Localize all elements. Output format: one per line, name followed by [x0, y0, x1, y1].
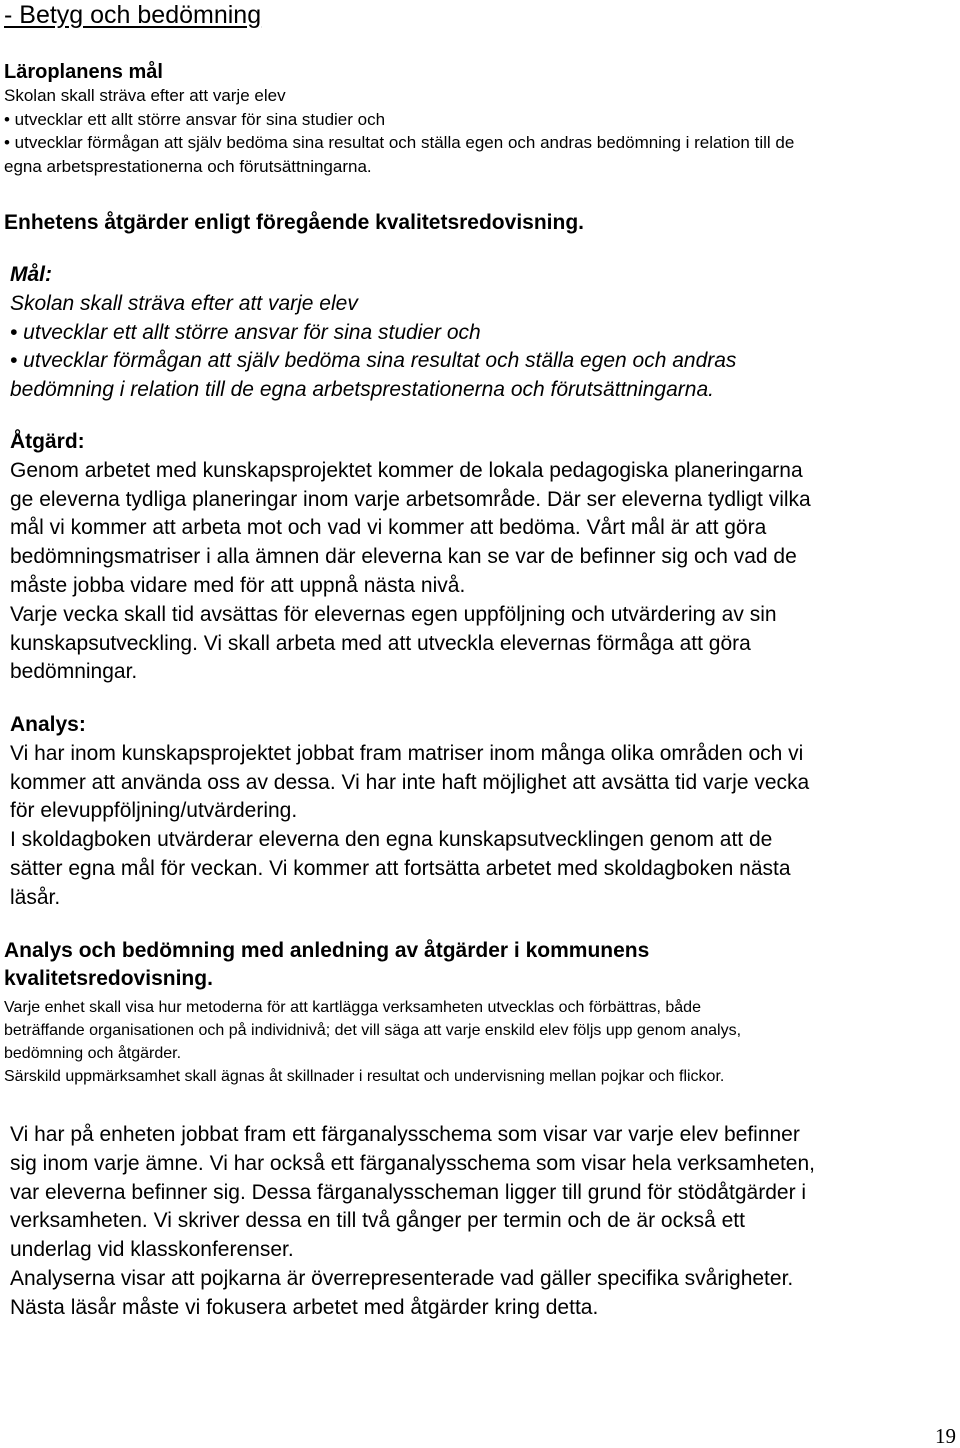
- laroplan-block: [4, 60, 956, 178]
- mal-line: • utvecklar förmågan att själv bedöma sina resultat och ställa egen och andras: [10, 349, 737, 373]
- kommun-heading-line: kvalitetsredovisning.: [4, 967, 213, 990]
- analys-line: kommer att använda oss av dessa. Vi har inte haft möjlighet att avsätta tid varje vecka: [10, 770, 810, 794]
- atgard-line: Varje vecka skall tid avsättas för elevernas egen uppföljning och utvärdering av sin: [10, 602, 777, 626]
- enhet-text-block: [10, 1121, 956, 1323]
- atgard-line: bedömningar.: [10, 660, 138, 684]
- atgard-line: Genom arbetet med kunskapsprojektet kommer de lokala pedagogiska planeringarna: [10, 458, 803, 482]
- analys-label: Analys:: [10, 713, 86, 736]
- kommun-block: [4, 996, 956, 1088]
- enhet-text-line: Nästa läsår måste vi fokusera arbetet med åtgärder kring detta.: [10, 1295, 599, 1319]
- page-number: 19: [935, 1424, 956, 1448]
- enhet-text-line: Analyserna visar att pojkarna är överrepresenterade vad gäller specifika svårigheter.: [10, 1266, 794, 1290]
- atgard-line: måste jobba vidare med för att uppnå nästa nivå.: [10, 573, 466, 597]
- kommun-heading: [4, 937, 956, 993]
- analys-line: läsår.: [10, 885, 61, 909]
- analys-block: [10, 711, 956, 913]
- section-title: [4, 0, 261, 30]
- kommun-line: bedömning och åtgärder.: [4, 1045, 182, 1062]
- enhet-text-line: underlag vid klasskonferenser.: [10, 1238, 294, 1262]
- laroplan-line: • utvecklar förmågan att själv bedöma sina resultat och ställa egen och andras bedömning i relation till de: [4, 133, 795, 152]
- mal-line: Skolan skall sträva efter att varje elev: [10, 291, 358, 315]
- analys-line: Vi har inom kunskapsprojektet jobbat fram matriser inom många olika områden och vi: [10, 741, 804, 765]
- mal-label: Mål:: [10, 263, 52, 286]
- kommun-line: Särskild uppmärksamhet skall ägnas åt skillnader i resultat och undervisning mellan pojkar och flickor.: [4, 1068, 725, 1085]
- analys-line: I skoldagboken utvärderar eleverna den egna kunskapsutvecklingen genom att de: [10, 828, 773, 852]
- laroplan-line: Skolan skall sträva efter att varje elev: [4, 86, 286, 105]
- kommun-line: Varje enhet skall visa hur metoderna för att kartlägga verksamheten utvecklas och förbättras, både: [4, 999, 701, 1016]
- kommun-line: beträffande organisationen och på individnivå; det vill säga att varje enskild elev följs upp genom analys,: [4, 1022, 742, 1039]
- laroplan-line: egna arbetsprestationerna och förutsättningarna.: [4, 156, 372, 176]
- enhet-text-line: Vi har på enheten jobbat fram ett färganalysschema som visar var varje elev befinner: [10, 1123, 800, 1146]
- analys-line: sätter egna mål för veckan. Vi kommer att fortsätta arbetet med skoldagboken nästa: [10, 856, 791, 880]
- enhet-text-line: sig inom varje ämne. Vi har också ett färganalysschema som visar hela verksamheten,: [10, 1151, 815, 1175]
- mal-line: bedömning i relation till de egna arbetsprestationerna och förutsättningarna.: [10, 378, 714, 402]
- atgard-line: bedömningsmatriser i alla ämnen där eleverna kan se var de befinner sig och vad de: [10, 545, 797, 569]
- laroplan-line: • utvecklar ett allt större ansvar för sina studier och: [4, 109, 386, 129]
- enhet-text-line: var eleverna befinner sig. Dessa färganalysscheman ligger till grund för stödåtgärder i: [10, 1180, 807, 1204]
- analys-line: för elevuppföljning/utvärdering.: [10, 799, 298, 823]
- mal-block: [10, 261, 956, 405]
- enhet-text-line: verksamheten. Vi skriver dessa en till två gånger per termin och de är också ett: [10, 1209, 745, 1233]
- atgard-line: mål vi kommer att arbeta mot och vad vi kommer att bedöma. Vårt mål är att göra: [10, 516, 767, 540]
- laroplan-heading: Läroplanens mål: [4, 61, 163, 83]
- kommun-heading-line: Analys och bedömning med anledning av åtgärder i kommunens: [4, 939, 650, 962]
- mal-line: • utvecklar ett allt större ansvar för sina studier och: [10, 320, 481, 344]
- atgard-line: ge eleverna tydliga planeringar inom varje arbetsområde. Där ser eleverna tydligt vilka: [10, 487, 811, 511]
- section-title-text: - Betyg och bedömning: [4, 1, 262, 29]
- enhet-heading: Enhetens åtgärder enligt föregående kvalitetsredovisning.: [4, 211, 584, 234]
- atgard-line: kunskapsutveckling. Vi skall arbeta med att utveckla elevernas förmåga att göra: [10, 631, 751, 655]
- atgard-block: [10, 428, 956, 687]
- atgard-label: Åtgärd:: [10, 430, 85, 453]
